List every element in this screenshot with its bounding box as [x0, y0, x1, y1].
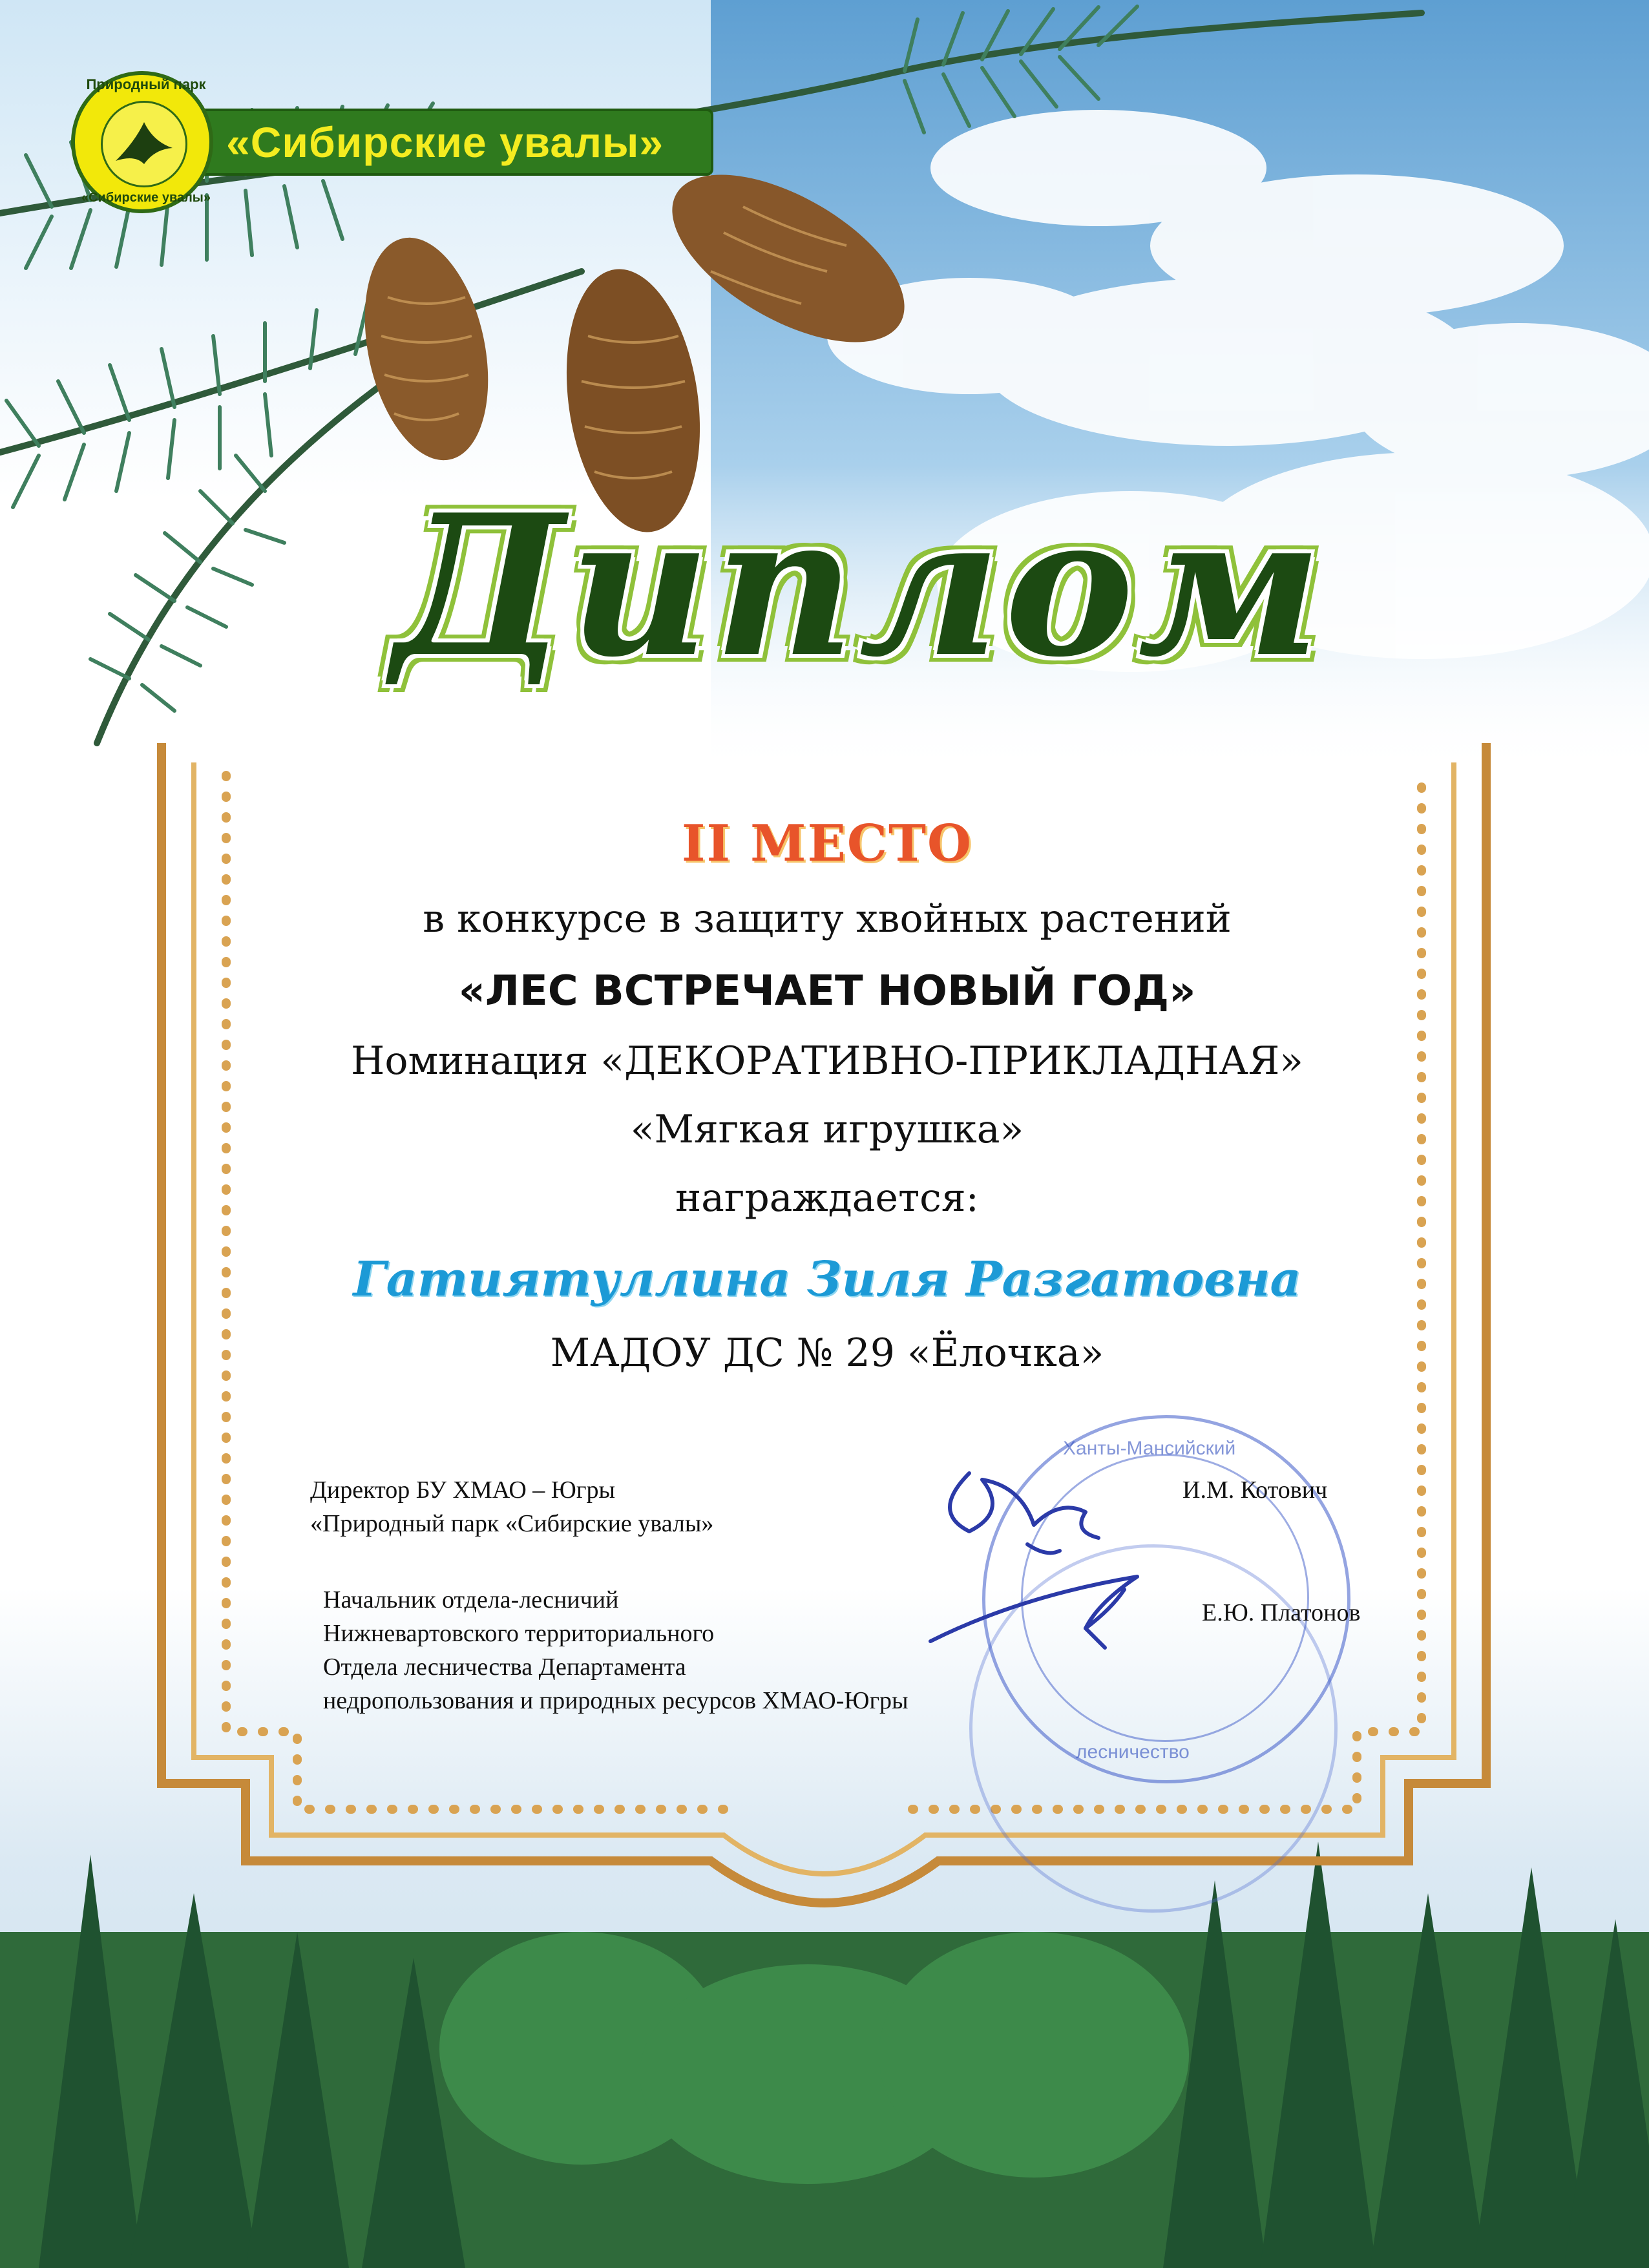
park-name: «Сибирские увалы» — [226, 118, 664, 166]
forest-illustration — [0, 1686, 1649, 2268]
signer-2-name: Е.Ю. Платонов — [1202, 1599, 1361, 1626]
signer-2-position-line-2: Нижневартовского территориального — [323, 1620, 715, 1647]
signer-1-position-line-2: «Природный парк «Сибирские увалы» — [310, 1510, 714, 1537]
park-logo — [71, 71, 717, 213]
signer-1-position-line-1: Директор БУ ХМАО – Югры — [310, 1476, 615, 1504]
signer-2-position-line-4: недропользования и природных ресурсов ХМАО-Югры — [323, 1687, 909, 1714]
bird-emblem-icon — [101, 101, 187, 187]
stamp-2-text: лесничество — [1076, 1741, 1190, 1763]
nomination-line: Номинация «ДЕКОРАТИВНО-ПРИКЛАДНАЯ» — [351, 1038, 1303, 1084]
signer-1-position — [310, 1473, 713, 1540]
recipient-name: Гатиятуллина Зиля Разгатовна — [353, 1252, 1301, 1307]
stamp-1-text: Ханты-Мансийский — [1063, 1438, 1236, 1459]
signer-2-position-line-3: Отдела лесничества Департамента — [323, 1654, 686, 1681]
diploma-title: Диплом — [393, 472, 1326, 700]
contest-line: в конкурсе в защиту хвойных растений — [423, 896, 1232, 941]
diploma-content — [246, 795, 1409, 1376]
organization-line: МАДОУ ДС № 29 «Ёлочка» — [550, 1330, 1104, 1376]
subnomination-line: «Мягкая игрушка» — [630, 1107, 1024, 1152]
signer-2-position-line-1: Начальник отдела-лесничий — [323, 1586, 619, 1613]
logo-ring-top-text: Природный парк — [86, 76, 206, 92]
signer-2-position — [323, 1583, 909, 1717]
contest-name: «ЛЕС ВСТРЕЧАЕТ НОВЫЙ ГОД» — [458, 967, 1196, 1015]
logo-emblem — [71, 71, 213, 213]
signer-1-name: И.М. Котович — [1182, 1476, 1328, 1504]
place-heading: II МЕСТО — [682, 814, 972, 873]
awarded-line: награждается: — [675, 1175, 979, 1221]
logo-ring-bottom-text: «Сибирские увалы» — [81, 191, 211, 205]
